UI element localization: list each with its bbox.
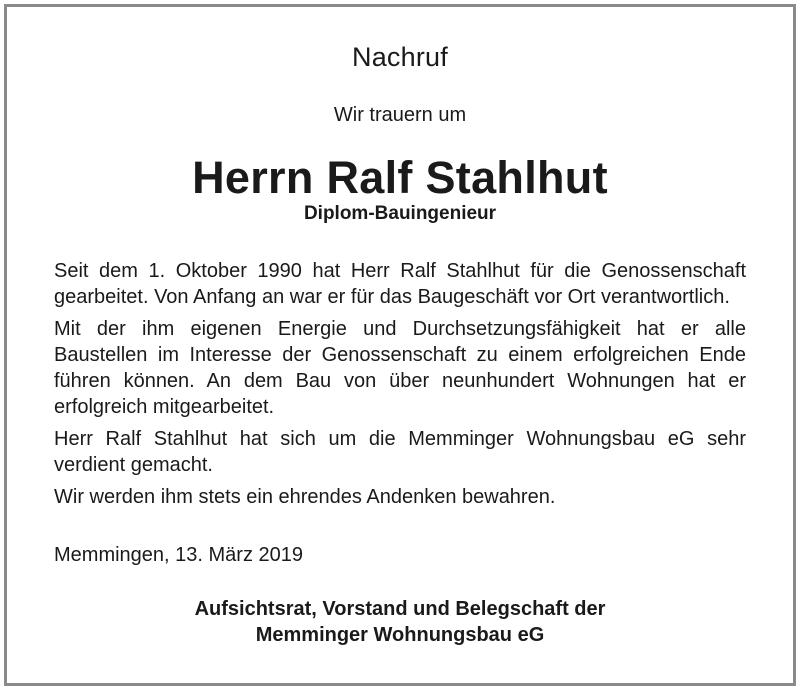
place-date: Memmingen, 13. März 2019 <box>54 544 304 566</box>
intro-line: Wir trauern um <box>333 104 467 126</box>
signature-block <box>0 596 800 648</box>
notice-heading: Nachruf <box>352 42 448 72</box>
deceased-title: Diplom-Bauingenieur <box>303 203 497 224</box>
signature-line-2: Memminger Wohnungsbau eG <box>255 624 545 646</box>
signature-line-1: Aufsichtsrat, Vorstand und Belegschaft der <box>194 598 606 620</box>
body-paragraph: Herr Ralf Stahlhut hat sich um die Memminger Wohnungsbau eG sehr verdient gemacht. <box>54 428 746 476</box>
body-paragraph: Seit dem 1. Oktober 1990 hat Herr Ralf Stahlhut für die Genossenschaft gearbeitet. Von Anfang an war er für das Baugeschäft vor Ort verantwortlich. <box>54 260 746 308</box>
body-paragraph: Wir werden ihm stets ein ehrendes Andenken bewahren. <box>54 486 556 508</box>
body-paragraph: Mit der ihm eigenen Energie und Durchsetzungsfähigkeit hat er alle Baustellen im Interesse der Genossenschaft zu einem erfolgreichen Ende führen können. An dem Bau von über neunhundert Wohnungen hat er erfolgreich mitgearbeitet. <box>54 318 746 418</box>
notice-body <box>54 258 746 516</box>
deceased-name: Herrn Ralf Stahlhut <box>192 152 608 203</box>
